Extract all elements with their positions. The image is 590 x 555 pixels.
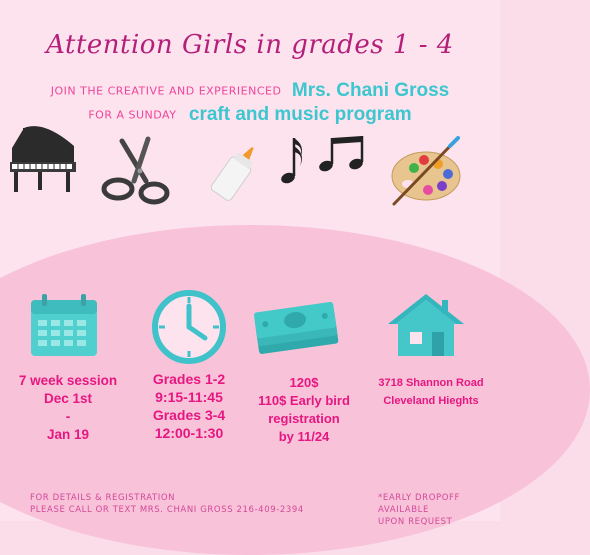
money-icon xyxy=(250,297,342,357)
grades-time-2: 12:00-1:30 xyxy=(154,425,224,441)
footer-note-line-2: UPON REQUEST xyxy=(378,517,453,527)
address-city: Cleveland Hieghts xyxy=(383,395,479,407)
paint-palette-icon xyxy=(388,140,466,206)
session-length: 7 week session xyxy=(18,373,118,388)
program-name: craft and music program xyxy=(188,104,412,125)
price-early-bird: 110$ Early bird xyxy=(258,393,350,408)
session-dash: - xyxy=(65,409,71,424)
house-icon xyxy=(386,292,466,358)
address-street: 3718 Shannon Road xyxy=(378,377,484,389)
calendar-icon xyxy=(28,292,100,358)
footer-note-line-1: *EARLY DROPOFF AVAILABLE xyxy=(378,493,460,515)
price-regular: 120$ xyxy=(289,375,319,390)
price-info xyxy=(244,374,364,446)
session-start: Dec 1st xyxy=(43,391,93,406)
location-info xyxy=(364,374,498,410)
scissors-icon xyxy=(102,133,176,207)
footer-contact-line-1: FOR DETAILS & REGISTRATION xyxy=(30,493,176,503)
intro-line-1 xyxy=(0,80,500,102)
intro-prefix-2: FOR A SUNDAY xyxy=(88,108,177,122)
grades-group-2: Grades 3-4 xyxy=(152,407,226,423)
footer-note xyxy=(378,492,500,528)
clock-icon xyxy=(150,288,228,366)
grades-group-1: Grades 1-2 xyxy=(152,371,226,387)
grades-time-1: 9:15-11:45 xyxy=(155,389,223,405)
session-info xyxy=(2,372,134,444)
teacher-name: Mrs. Chani Gross xyxy=(291,80,450,101)
footer-contact-line-2: PLEASE CALL OR TEXT MRS. CHANI GROSS 216-409-2394 xyxy=(30,505,304,515)
footer-contact xyxy=(30,492,304,516)
price-registration: registration xyxy=(268,411,340,426)
intro-prefix-1: JOIN THE CREATIVE AND EXPERIENCED xyxy=(50,84,282,98)
price-deadline: by 11/24 xyxy=(278,429,330,444)
flyer-title: Attention Girls in grades 1 - 4 xyxy=(46,30,454,60)
grades-info xyxy=(134,370,244,442)
piano-icon xyxy=(4,118,84,196)
music-notes-icon xyxy=(278,132,370,190)
session-end: Jan 19 xyxy=(46,427,90,442)
glue-bottle-icon xyxy=(205,140,265,206)
